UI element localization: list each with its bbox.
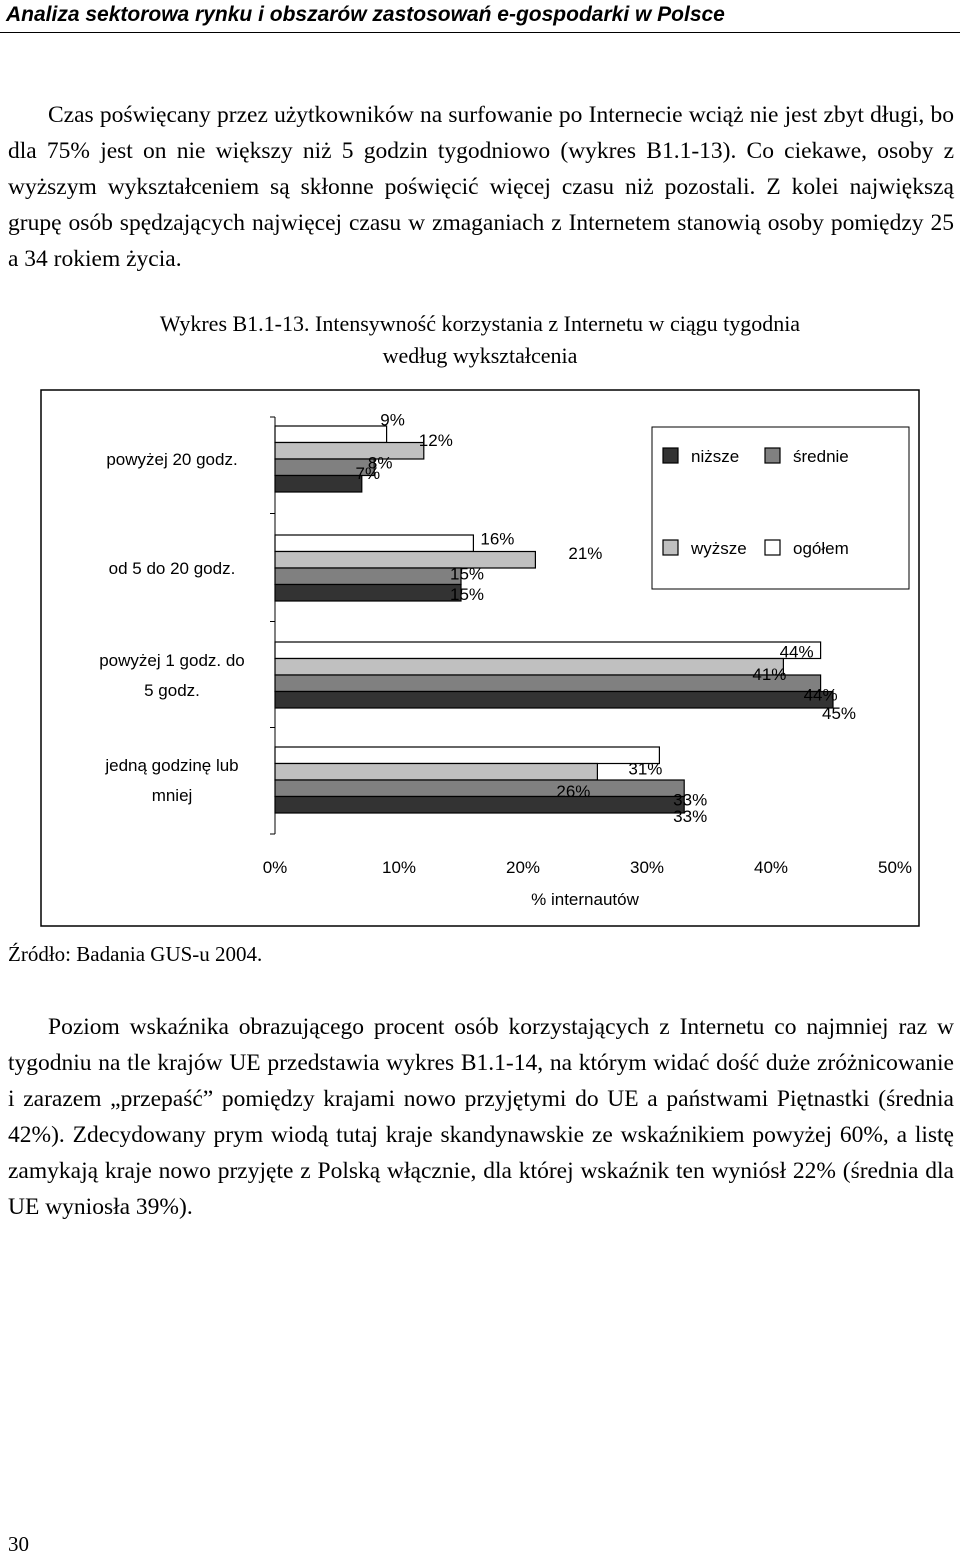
data-label: 31% xyxy=(628,759,663,779)
data-label: 12% xyxy=(418,430,453,450)
category-label: jedną godzinę lub xyxy=(105,756,239,775)
legend-swatch xyxy=(663,540,678,555)
data-label: 9% xyxy=(380,410,405,430)
page-number: 30 xyxy=(8,1532,29,1556)
header-title: Analiza sektorowa rynku i obszarów zastosowań e-gospodarki w Polsce xyxy=(6,3,725,26)
data-label: 15% xyxy=(449,584,485,604)
bar xyxy=(275,476,362,493)
category-label: mniej xyxy=(151,786,193,805)
bar xyxy=(275,659,783,676)
body-paragraph-text: Poziom wskaźnika obrazującego procent osób korzystających z Internetu co najmniej raz w tygodniu na tle krajów UE przedstawia wykres B1.1-14, na którym widać dość duże zróżnicowanie i zarazem „przepaść” pomiędzy krajami nowo przyjętymi do UE a państwami Piętnastki (średnia 42%). Zdecydowany prym wiodą tutaj kraje skandynawskie ze wskaźnikiem powyżej 60%, a listę zamykają kraje nowo przyjęte z Polską włącznie, dla której wskaźnik ten wyniósł 22% (średnia dla UE wyniosła 39%). xyxy=(8,1014,954,1220)
bar xyxy=(275,747,659,764)
category-label: powyżej 20 godz. xyxy=(106,450,238,469)
bar xyxy=(275,443,424,460)
bar xyxy=(275,568,461,585)
data-label: 8% xyxy=(367,453,393,473)
x-tick-label: 20% xyxy=(505,858,541,877)
bar xyxy=(275,552,535,569)
legend-label: wyższe xyxy=(691,539,747,558)
category-label: od 5 do 20 godz. xyxy=(108,559,236,578)
data-label: 44% xyxy=(803,685,838,705)
data-label: 44% xyxy=(779,642,814,662)
legend-swatch xyxy=(765,448,780,463)
bar xyxy=(275,585,461,602)
legend-label: średnie xyxy=(793,447,849,466)
data-label: 21% xyxy=(568,543,603,563)
body-paragraph xyxy=(8,1009,954,1225)
bar xyxy=(275,426,387,443)
data-label: 45% xyxy=(821,703,857,723)
bar xyxy=(275,797,684,814)
x-tick-label: 10% xyxy=(381,858,417,877)
bar xyxy=(275,642,821,662)
bar xyxy=(275,692,833,709)
intro-paragraph-text: Czas poświęcany przez użytkowników na surfowanie po Internecie wciąż nie jest zbyt długi, bo dla 75% jest on nie większy niż 5 godzin tygodniowo (wykres B1.1-13). Co ciekawe, osoby z wyższym wykształceniem są skłonne poświęcić więcej czasu niż pozostali. Z kolei największą grupę osób spędzających najwięcej czasu w zmaganiach z Internetem stanowią osoby pomiędzy 25 a 34 rokiem życia. xyxy=(8,102,954,272)
data-label: 41% xyxy=(752,664,787,684)
data-label: 15% xyxy=(449,564,485,584)
category-label: powyżej 1 godz. do xyxy=(99,651,245,670)
page-header xyxy=(0,0,960,33)
bar xyxy=(275,675,821,692)
x-tick-label: 50% xyxy=(877,858,913,877)
data-label: 33% xyxy=(673,806,708,826)
x-axis-label: % internautów xyxy=(531,890,639,909)
chart-caption-line2: według wykształcenia xyxy=(382,343,578,368)
legend-swatch xyxy=(663,448,678,463)
x-tick-label: 0% xyxy=(262,858,288,877)
source-note: Źródło: Badania GUS-u 2004. xyxy=(8,942,263,966)
x-tick-label: 30% xyxy=(629,858,665,877)
bar xyxy=(275,764,597,781)
legend-label: niższe xyxy=(691,447,740,466)
data-label: 7% xyxy=(355,463,381,483)
bar xyxy=(275,780,684,797)
data-label: 16% xyxy=(480,529,515,549)
category-label: 5 godz. xyxy=(144,681,200,700)
intro-paragraph xyxy=(8,97,954,277)
data-label: 26% xyxy=(556,781,591,801)
bar xyxy=(275,535,473,552)
chart-svg xyxy=(0,380,960,940)
chart-caption-line1: Wykres B1.1-13. Intensywność korzystania z Internetu w ciągu tygodnia xyxy=(159,311,801,336)
legend-swatch xyxy=(765,540,780,555)
data-label: 33% xyxy=(673,790,708,810)
x-tick-label: 40% xyxy=(753,858,789,877)
legend-label: ogółem xyxy=(793,539,849,558)
